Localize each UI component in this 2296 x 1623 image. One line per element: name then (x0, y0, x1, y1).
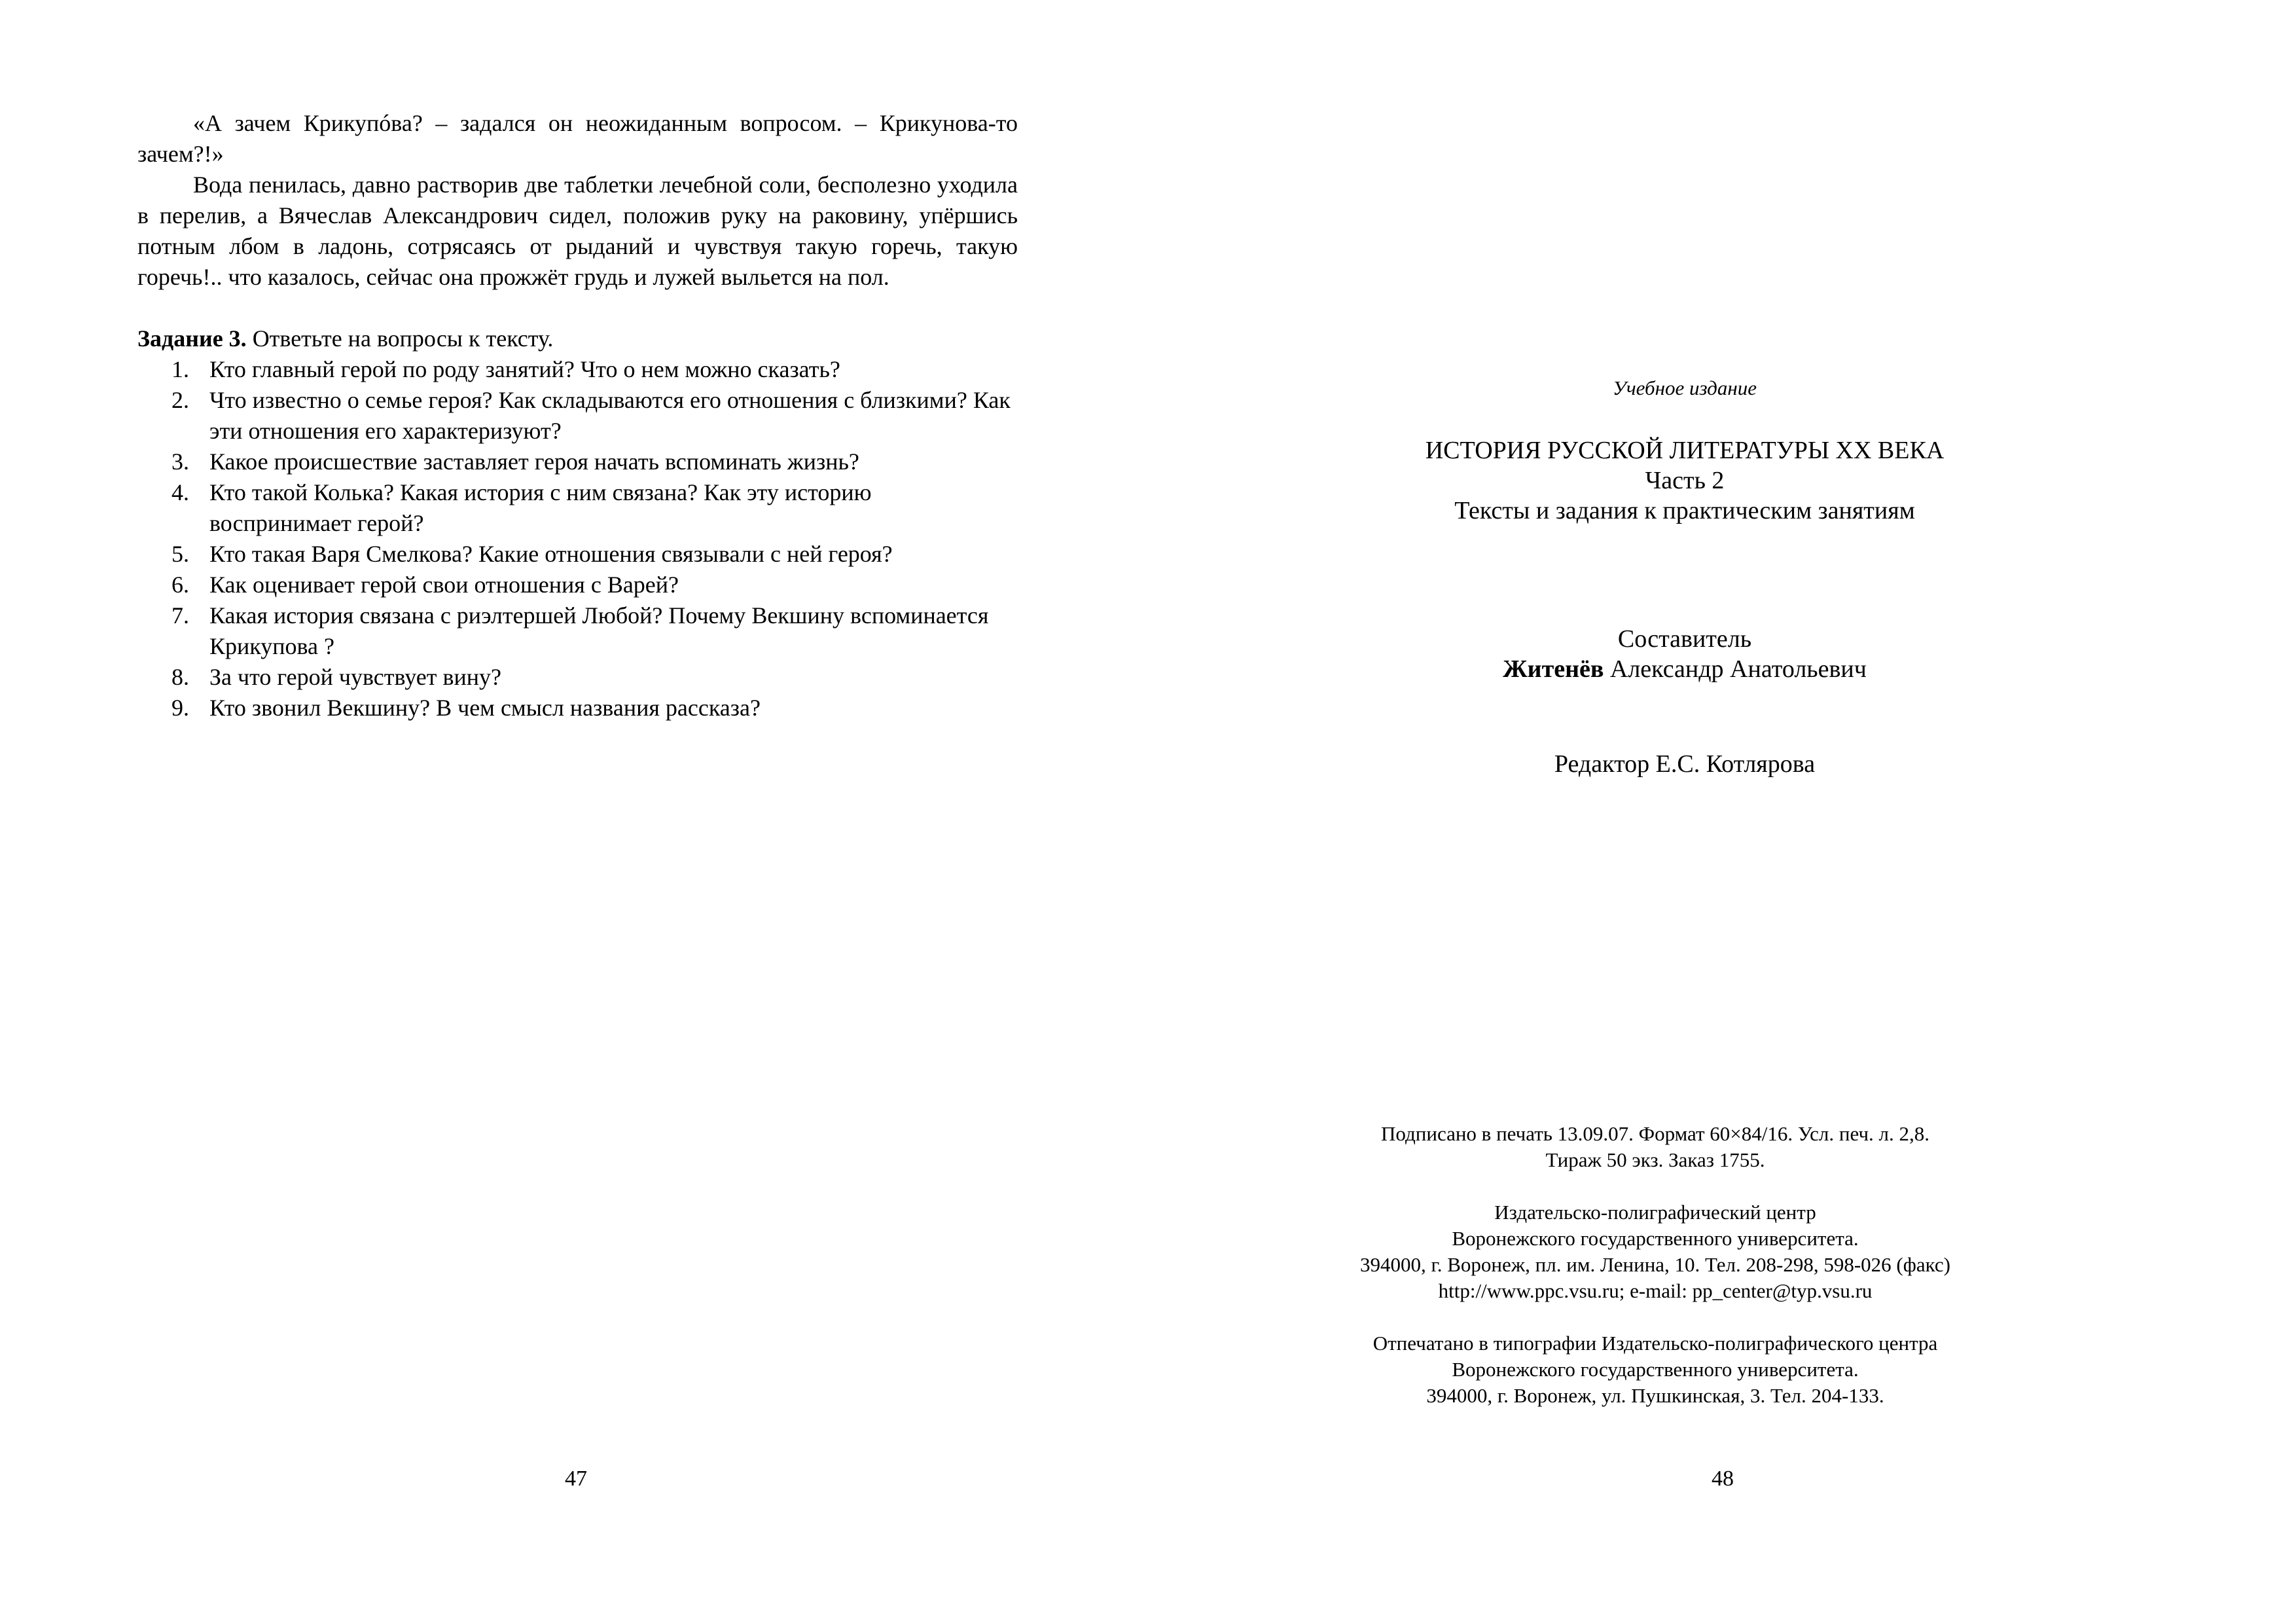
question-number: 9. (171, 695, 189, 721)
printer-block (1312, 1330, 1999, 1409)
page-number: 48 (1712, 1467, 1734, 1491)
question-number: 6. (171, 572, 189, 598)
question-item (137, 693, 1018, 723)
compiler-label: Составитель (1617, 625, 1752, 653)
imprint-line: Тираж 50 экз. Заказ 1755. (1545, 1148, 1765, 1171)
book-part: Часть 2 (1645, 467, 1725, 494)
edition-type: Учебное издание (1613, 376, 1757, 399)
printer-line: 394000, г. Воронеж, ул. Пушкинская, 3. Тел. 204-133. (1426, 1384, 1884, 1407)
compiler-full-name (1344, 654, 2025, 684)
publisher-line: 394000, г. Воронеж, пл. им. Ленина, 10. Тел. 208-298, 598-026 (факс) (1360, 1253, 1950, 1276)
printer-line: Воронежского государственного университета. (1452, 1358, 1859, 1381)
publisher-contacts: http://www.ppc.vsu.ru; e-mail: pp_center@typ.vsu.ru (1438, 1279, 1873, 1302)
right-page (1148, 0, 2296, 1623)
question-list (137, 354, 1018, 723)
question-number: 2. (171, 387, 189, 413)
question-number: 3. (171, 448, 189, 475)
publisher-block (1312, 1199, 1999, 1304)
paragraph: Вода пенилась, давно растворив две таблетки лечебной соли, бесполезно уходила в перелив, а Вячеслав Александрович сидел, положив руку на раковину, упёршись потным лбом в ладонь, сотрясаясь от рыданий и чувствуя такую горечь, такую горечь!.. что казалось, сейчас она прожжёт грудь и лужей выльется на пол. (137, 172, 1018, 290)
task-label: Задание 3. (137, 325, 247, 352)
question-item (137, 570, 1018, 600)
question-number: 4. (171, 479, 189, 505)
question-text: Кто звонил Векшину? В чем смысл названия рассказа? (209, 695, 761, 721)
editor-credit: Редактор Е.С. Котлярова (1554, 750, 1816, 778)
question-number: 5. (171, 541, 189, 567)
question-item (137, 447, 1018, 477)
question-text: За что герой чувствует вину? (209, 664, 502, 690)
question-number: 1. (171, 356, 189, 382)
imprint-block (1312, 1121, 1999, 1173)
question-item (137, 662, 1018, 693)
task-instruction: Ответьте на вопросы к тексту. (252, 325, 554, 352)
question-item (137, 477, 1018, 539)
question-text: Какая история связана с риэлтершей Любой? Почему Векшину вспоминается Крикупова ? (209, 602, 989, 659)
question-text: Кто такой Колька? Какая история с ним связана? Как эту историю воспринимает герой? (209, 479, 872, 536)
page-number: 47 (565, 1467, 587, 1491)
question-number: 7. (171, 602, 189, 629)
question-item (137, 385, 1018, 447)
question-item (137, 600, 1018, 662)
question-item (137, 354, 1018, 385)
publisher-line: Воронежского государственного университета. (1452, 1227, 1859, 1250)
book-title: ИСТОРИЯ РУССКОЙ ЛИТЕРАТУРЫ XX ВЕКА (1425, 437, 1945, 464)
printer-line: Отпечатано в типографии Издательско-полиграфического центра (1372, 1332, 1938, 1355)
question-text: Какое происшествие заставляет героя начать вспоминать жизнь? (209, 448, 859, 475)
question-text: Как оценивает герой свои отношения с Варей? (209, 572, 679, 598)
compiler-block (1344, 624, 2025, 684)
question-text: Кто главный герой по роду занятий? Что о нем можно сказать? (209, 356, 840, 382)
task-block (137, 323, 1018, 723)
publisher-line: Издательско-полиграфический центр (1494, 1201, 1816, 1224)
compiler-surname: Житенёв (1503, 655, 1604, 683)
book-subtitle: Тексты и задания к практическим занятиям (1454, 497, 1915, 524)
left-page-body (137, 108, 1018, 723)
question-text: Что известно о семье героя? Как складываются его отношения с близкими? Как эти отношения его характеризуют? (209, 387, 1011, 444)
question-item (137, 539, 1018, 570)
compiler-name: Александр Анатольевич (1609, 655, 1867, 683)
imprint-line: Подписано в печать 13.09.07. Формат 60×84/16. Усл. печ. л. 2,8. (1381, 1122, 1929, 1145)
title-block (1344, 435, 2025, 526)
task-heading (137, 323, 1018, 354)
paragraph: «А зачем Крикупóва? – задался он неожиданным вопросом. – Крикунова-то зачем?!» (137, 110, 1018, 167)
question-number: 8. (171, 664, 189, 690)
question-text: Кто такая Варя Смелкова? Какие отношения связывали с ней героя? (209, 541, 893, 567)
